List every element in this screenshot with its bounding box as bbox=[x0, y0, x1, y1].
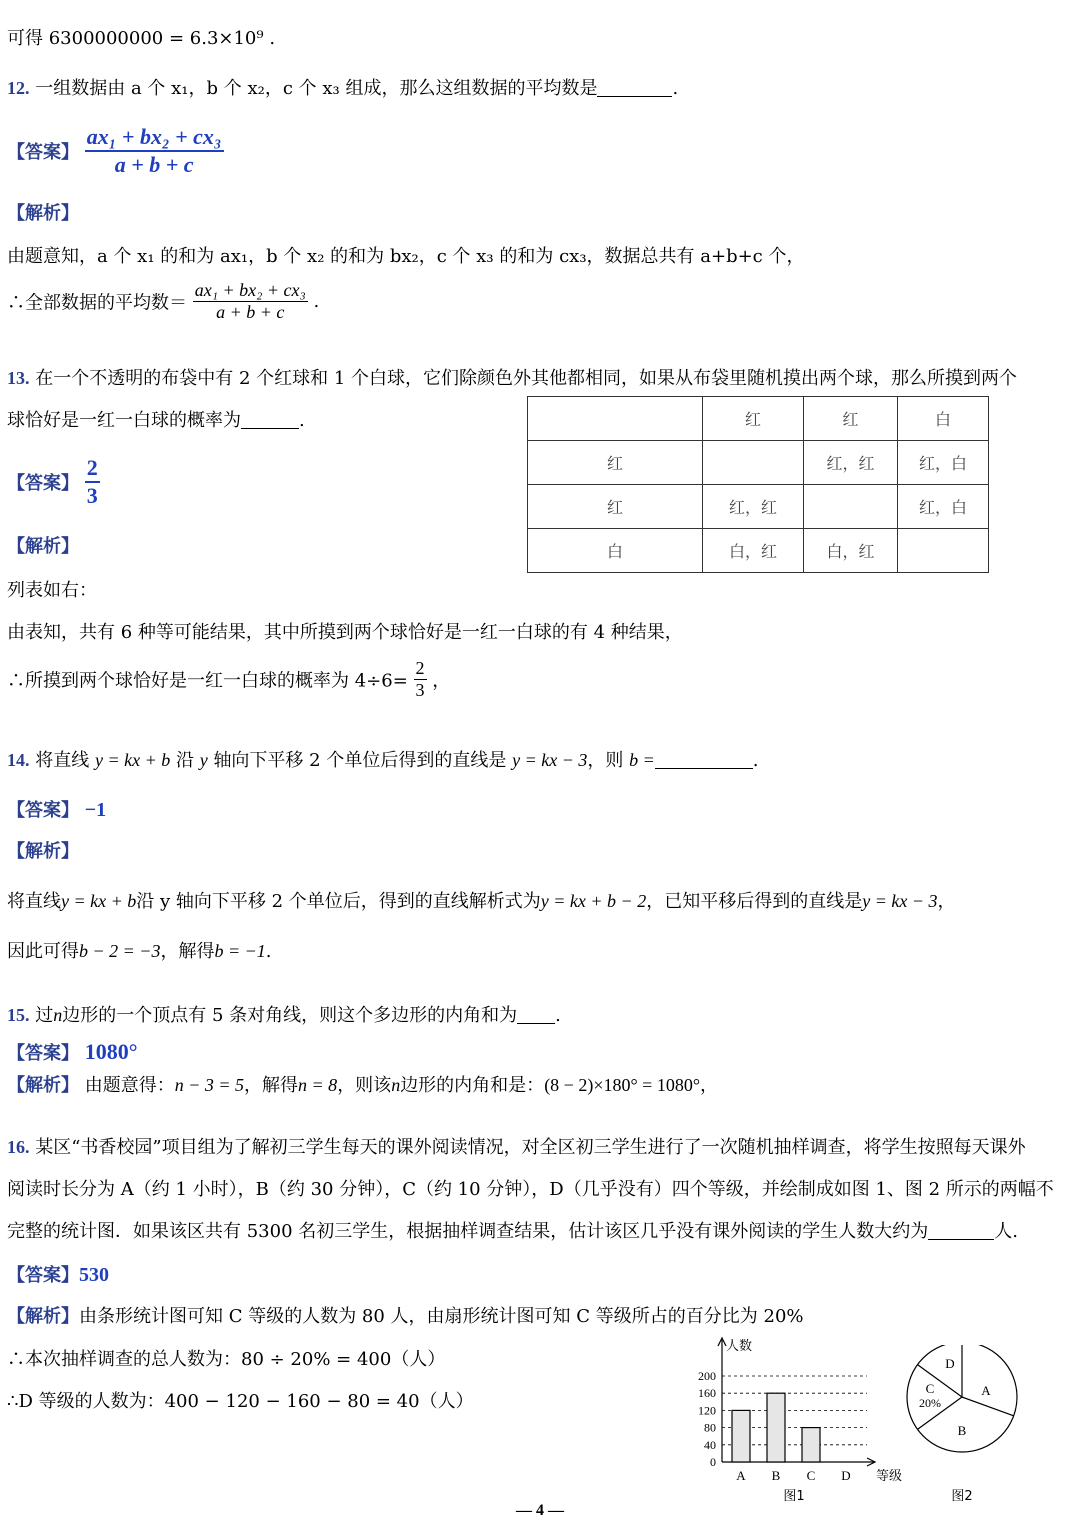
question-14 bbox=[7, 748, 758, 773]
question-tail: . bbox=[672, 78, 679, 99]
question-16-line3 bbox=[7, 1220, 1018, 1244]
y-axis-label: 人数 bbox=[726, 1339, 753, 1354]
question-number: 12. bbox=[7, 78, 30, 98]
question-tail: 人. bbox=[994, 1221, 1018, 1242]
equation: b = bbox=[629, 750, 655, 770]
equation: n − 3 = 5 bbox=[174, 1075, 245, 1095]
question-text: 将直线 bbox=[35, 750, 90, 771]
answer-tag: 【答案】 bbox=[7, 473, 79, 494]
question-tail: . bbox=[752, 750, 759, 771]
question-text: 球恰好是一红一白球的概率为 bbox=[7, 410, 241, 431]
y-tick-label: 120 bbox=[698, 1403, 716, 1418]
analysis-tag: 【解析】 bbox=[7, 1306, 79, 1327]
analysis-14-line1 bbox=[7, 889, 955, 914]
table-cell: 红，白 bbox=[898, 485, 989, 529]
question-text: 完整的统计图．如果该区共有 5300 名初三学生，根据抽样调查结果，估计该区几乎没有课外阅读的学生人数大约为 bbox=[7, 1221, 929, 1242]
question-text: 边形的一个顶点有 5 条对角线，则这个多边形的内角和为 bbox=[62, 1005, 518, 1026]
question-text: 轴向下平移 2 个单位后得到的直线是 bbox=[213, 750, 507, 771]
analysis-text: ， bbox=[700, 1075, 719, 1096]
fraction-numerator: ax₁ + bx₂ + cx₃ bbox=[194, 280, 306, 300]
analysis-12-tag bbox=[7, 202, 79, 226]
question-16-line2: 阅读时长分为 A（约 1 小时），B（约 30 分钟），C（约 10 分钟），D（几乎没有）四个等级，并绘制成如图 1、图 2 所示的两幅不 bbox=[7, 1179, 1054, 1200]
analysis-text: 因此可得 bbox=[7, 941, 79, 962]
question-number: 16. bbox=[7, 1137, 30, 1157]
analysis-tag: 【解析】 bbox=[7, 536, 79, 557]
variable: y bbox=[199, 750, 208, 770]
answer-16 bbox=[7, 1263, 109, 1288]
analysis-text: ∴全部数据的平均数＝ bbox=[7, 292, 187, 314]
page-number: — 4 — bbox=[516, 1502, 564, 1519]
table-cell: 白 bbox=[528, 529, 703, 573]
analysis-text: ， bbox=[937, 891, 956, 912]
answer-blank bbox=[655, 750, 753, 769]
table-row bbox=[528, 397, 989, 441]
fraction-denominator: 3 bbox=[86, 483, 98, 508]
y-tick-label: 40 bbox=[704, 1437, 716, 1452]
question-tail: . bbox=[299, 410, 305, 431]
question-number: 14. bbox=[7, 750, 30, 770]
answer-tag: 【答案】 bbox=[7, 1043, 79, 1064]
analysis-tail: ， bbox=[432, 670, 451, 692]
analysis-text: 沿 y 轴向下平移 2 个单位后，得到的直线解析式为 bbox=[136, 891, 541, 912]
figure-caption: 图1 bbox=[783, 1489, 805, 1504]
answer-value: −1 bbox=[84, 799, 107, 821]
analysis-16-line3: ∴D 等级的人数为：400 − 120 − 160 − 80 = 40（人） bbox=[7, 1391, 474, 1412]
question-text: 过 bbox=[35, 1005, 54, 1026]
question-16-line1 bbox=[7, 1135, 1026, 1160]
table-cell: 红 bbox=[703, 397, 804, 441]
question-tail: . bbox=[555, 1005, 561, 1026]
table-cell bbox=[804, 485, 898, 529]
analysis-tag: 【解析】 bbox=[7, 1075, 79, 1096]
question-number: 15. bbox=[7, 1005, 30, 1025]
answer-tag: 【答案】 bbox=[7, 1265, 79, 1286]
equation: (8 − 2)×180° = 1080° bbox=[544, 1075, 701, 1095]
bar bbox=[732, 1410, 750, 1462]
table-cell: 红 bbox=[528, 485, 703, 529]
x-tick-label: B bbox=[771, 1468, 781, 1483]
analysis-tag: 【解析】 bbox=[7, 841, 79, 862]
table-row bbox=[528, 441, 989, 485]
x-axis-label: 等级 bbox=[875, 1469, 903, 1484]
analysis-tail: . bbox=[313, 291, 320, 312]
analysis-12-line2 bbox=[7, 280, 319, 323]
analysis-text: ，解得 bbox=[160, 941, 215, 962]
table-cell bbox=[703, 441, 804, 485]
table-cell: 白 bbox=[898, 397, 989, 441]
answer-tag: 【答案】 bbox=[7, 142, 79, 163]
fraction-denominator: a + b + c bbox=[114, 152, 194, 177]
analysis-13-tag bbox=[7, 535, 79, 559]
equation: n = 8 bbox=[298, 1075, 338, 1095]
pie-slice-label: B bbox=[957, 1423, 967, 1438]
analysis-text: ，解得 bbox=[244, 1075, 299, 1096]
answer-value: 530 bbox=[79, 1264, 109, 1286]
analysis-13-line2: 由表知，共有 6 种等可能结果，其中所摸到两个球恰好是一红一白球的有 4 种结果， bbox=[7, 622, 683, 643]
table-row bbox=[528, 485, 989, 529]
answer-blank bbox=[517, 1005, 555, 1024]
answer-blank bbox=[241, 410, 299, 429]
y-tick-label: 80 bbox=[704, 1420, 716, 1435]
table-cell: 红 bbox=[528, 441, 703, 485]
analysis-16-line1 bbox=[7, 1305, 804, 1329]
table-cell: 白，红 bbox=[804, 529, 898, 573]
equation: y = kx + b bbox=[94, 750, 171, 770]
analysis-text: ，则该 bbox=[337, 1075, 392, 1096]
question-13-line2 bbox=[7, 409, 305, 433]
pie-slice-label: A bbox=[981, 1383, 991, 1398]
pie-chart bbox=[900, 1345, 1025, 1505]
question-text: 沿 bbox=[175, 750, 194, 771]
equation: b − 2 = −3 bbox=[79, 941, 161, 961]
variable: n bbox=[53, 1005, 63, 1025]
question-text: ，则 bbox=[587, 750, 624, 771]
analysis-text: 边形的内角和是： bbox=[400, 1075, 545, 1096]
analysis-13-line3 bbox=[7, 658, 450, 701]
bar bbox=[802, 1428, 820, 1462]
bar bbox=[767, 1393, 785, 1462]
probability-table bbox=[527, 396, 989, 573]
table-cell: 红，白 bbox=[898, 441, 989, 485]
question-text: 在一个不透明的布袋中有 2 个红球和 1 个白球，它们除颜色外其他都相同，如果从布袋里随机摸出两个球，那么所摸到两个 bbox=[35, 368, 1018, 389]
table-cell: 红，红 bbox=[703, 485, 804, 529]
analysis-14-line2 bbox=[7, 939, 271, 964]
prev-answer-line: 可得 6300000000 = 6.3×10⁹ . bbox=[7, 28, 276, 49]
question-13-line1 bbox=[7, 366, 1017, 391]
question-12 bbox=[7, 76, 678, 101]
probability-fraction bbox=[414, 658, 427, 701]
answer-fraction bbox=[85, 124, 224, 178]
fraction-numerator: 2 bbox=[85, 455, 100, 483]
equation: y = kx − 3 bbox=[862, 891, 938, 911]
fraction-denominator: a + b + c bbox=[216, 302, 285, 322]
question-text: 一组数据由 a 个 x₁，b 个 x₂，c 个 x₃ 组成，那么这组数据的平均数是 bbox=[35, 78, 598, 99]
answer-12 bbox=[7, 124, 224, 178]
analysis-12-line1: 由题意知，a 个 x₁ 的和为 ax₁，b 个 x₂ 的和为 bx₂，c 个 x₃ 的和为 cx₃，数据总共有 a+b+c 个， bbox=[7, 246, 805, 267]
table-cell: 白，红 bbox=[703, 529, 804, 573]
table-cell: 红，红 bbox=[804, 441, 898, 485]
table-cell bbox=[528, 397, 703, 441]
equation: y = kx + b − 2 bbox=[540, 891, 647, 911]
fraction-numerator: 2 bbox=[415, 658, 425, 678]
question-text: 某区“书香校园”项目组为了解初三学生每天的课外阅读情况，对全区初三学生进行了一次随机抽样调查，将学生按照每天课外 bbox=[35, 1137, 1026, 1158]
y-tick-label: 160 bbox=[698, 1386, 716, 1401]
analysis-15 bbox=[7, 1073, 718, 1098]
fraction-numerator: ax₁ + bx₂ + cx₃ bbox=[85, 124, 224, 152]
answer-13 bbox=[7, 455, 100, 509]
table-row bbox=[528, 529, 989, 573]
table-cell: 红 bbox=[804, 397, 898, 441]
equation: y = kx − 3 bbox=[512, 750, 588, 770]
question-number: 13. bbox=[7, 368, 30, 388]
analysis-tag: 【解析】 bbox=[7, 203, 79, 224]
answer-blank bbox=[928, 1221, 994, 1240]
answer-blank bbox=[597, 78, 672, 97]
analysis-text: 将直线 bbox=[7, 891, 61, 912]
answer-14 bbox=[7, 798, 106, 823]
analysis-text: ，已知平移后得到的直线是 bbox=[646, 891, 863, 912]
analysis-16-line2: ∴本次抽样调查的总人数为：80 ÷ 20% = 400（人） bbox=[7, 1349, 446, 1370]
equation: b = −1 bbox=[214, 941, 266, 961]
table-cell bbox=[898, 529, 989, 573]
equation: y = kx + b bbox=[61, 891, 137, 911]
pie-slice-label: C bbox=[925, 1381, 935, 1396]
answer-fraction bbox=[85, 455, 100, 509]
analysis-text: 由题意得： bbox=[84, 1075, 175, 1096]
y-tick-label: 0 bbox=[710, 1455, 716, 1469]
x-tick-label: C bbox=[806, 1468, 816, 1483]
mean-fraction bbox=[193, 280, 308, 323]
pie-slice-label: D bbox=[945, 1356, 955, 1371]
figure-caption: 图2 bbox=[951, 1489, 973, 1504]
answer-value: 1080° bbox=[84, 1039, 138, 1064]
analysis-14-tag bbox=[7, 840, 79, 864]
analysis-13-line1: 列表如右： bbox=[7, 580, 97, 601]
x-tick-label: D bbox=[841, 1468, 851, 1483]
variable: n bbox=[391, 1075, 401, 1095]
answer-15 bbox=[7, 1040, 138, 1066]
question-15 bbox=[7, 1003, 561, 1028]
analysis-text: 由条形统计图可知 C 等级的人数为 80 人，由扇形统计图可知 C 等级所占的百分比为 20% bbox=[79, 1306, 804, 1327]
bar-chart bbox=[680, 1334, 910, 1506]
analysis-text: . bbox=[265, 941, 272, 962]
analysis-text: ∴所摸到两个球恰好是一红一白球的概率为 4÷6= bbox=[7, 670, 408, 692]
fraction-denominator: 3 bbox=[415, 680, 425, 700]
y-tick-label: 200 bbox=[698, 1369, 716, 1383]
pie-slice-percent: 20% bbox=[919, 1396, 941, 1410]
x-tick-label: A bbox=[736, 1468, 746, 1483]
answer-tag: 【答案】 bbox=[7, 800, 79, 821]
